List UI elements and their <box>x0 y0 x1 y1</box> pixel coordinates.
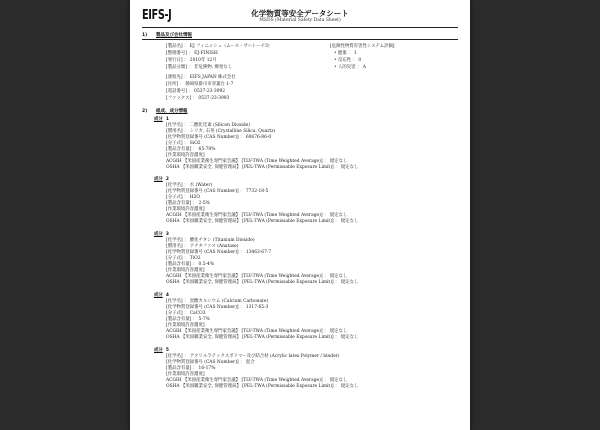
component-line: [慣用名] ： アナタファス (Anatase) <box>166 244 239 249</box>
component-line: [分子式] ： TiO2 <box>166 256 201 261</box>
component-2-heading: 成分 2 <box>154 177 169 182</box>
risk-reactivity: • 反応性 ： 0 <box>334 58 362 63</box>
component-line: [作業環境許容濃度] <box>166 268 205 273</box>
component-line: [作業環境許容濃度] <box>166 372 205 377</box>
component-3-heading: 成分 3 <box>154 232 169 237</box>
component-line: [化学物質登録番号 (CAS Number)] ： 混合 <box>166 360 255 365</box>
risk-health: • 健康 ： 1 <box>334 51 357 56</box>
section-2-label: 組成、成分情報 <box>156 109 188 114</box>
component-line: ACGIH 【米国産業衛生専門家会議】 [TLV-TWA (Time Weighted Average)] ： 規定なし <box>166 213 348 218</box>
company-logo: EIFS-J <box>142 8 172 23</box>
product-class: [製品分類] ： 非危険物, 爆発なし <box>166 65 233 70</box>
component-line: [製品含有量] ： 5-7% <box>166 317 210 322</box>
component-line: [化学名] ： 水 (Water) <box>166 183 213 188</box>
component-line: [作業環境許容濃度] <box>166 207 205 212</box>
section-2-heading <box>142 108 188 114</box>
component-line: [化学名] ： 酸化チタン (Titanium Dioxide) <box>166 238 255 243</box>
product-code: [整理番号] ： EJ-FINISH <box>166 51 218 56</box>
component-line: ACGIH 【米国産業衛生専門家会議】 [TLV-TWA (Time Weighted Average)] ： 規定なし <box>166 378 348 383</box>
header-divider <box>142 27 458 28</box>
component-line: OSHA 【米国職業安全, 保健管理局】 [PEL-TWA (Permissable Exposure Limit)] ： 規定なし <box>166 219 359 224</box>
component-4-heading: 成分 4 <box>154 293 169 298</box>
company-contact: [連絡先] ： EIFS JAPAN 株式会社 <box>166 75 236 80</box>
component-line: [分子式] ： H2O <box>166 195 201 200</box>
issue-date: [発行日] ： 2010年 12月 <box>166 58 217 63</box>
msds-page <box>130 0 470 430</box>
component-line: [分子式] ： CaCO3 <box>166 311 206 316</box>
component-line: ACGIH 【米国産業衛生専門家会議】 [TLV-TWA (Time Weighted Average)] ： 規定なし <box>166 274 348 279</box>
product-name: [製品名] ： EJ フィニッシュ（ムース・サハトーナ3） <box>166 44 273 49</box>
component-line: [作業環境許容濃度] <box>166 323 205 328</box>
component-line: ACGIH 【米国産業衛生専門家会議】 [TLV-TWA (Time Weighted Average)] ： 規定なし <box>166 159 348 164</box>
risk-title: [危険性物質有害性システム評価] <box>330 44 395 49</box>
component-line: [化学名] ： 炭酸カルシウム (Calcium Carbonate) <box>166 299 269 304</box>
component-1-heading: 成分 1 <box>154 117 169 122</box>
document-title: 化学物質等安全データシート <box>251 9 349 18</box>
component-line: [製品含有量] ： 2-5% <box>166 201 210 206</box>
component-line: [製品含有量] ： 16-17% <box>166 366 216 371</box>
component-line: OSHA 【米国職業安全, 保健管理局】 [PEL-TWA (Permissable Exposure Limit)] ： 規定なし <box>166 165 359 170</box>
component-line: OSHA 【米国職業安全, 保健管理局】 [PEL-TWA (Permissable Exposure Limit)] ： 規定なし <box>166 384 359 389</box>
document-subtitle: MSDS (Material Safety Data Sheet) <box>259 18 341 23</box>
component-line: ACGIH 【米国産業衛生専門家会議】 [TLV-TWA (Time Weighted Average)] ： 規定なし <box>166 329 348 334</box>
component-line: [分子式] ： SiO2 <box>166 141 201 146</box>
component-line: OSHA 【米国職業安全, 保健管理局】 [PEL-TWA (Permissable Exposure Limit)] ： 規定なし <box>166 335 359 340</box>
company-fax: [ファックス] ： 0537-23-3993 <box>166 96 230 101</box>
component-line: [化学物質登録番号 (CAS Number)] ： 7732-18-5 <box>166 189 269 194</box>
component-line: [化学名] ： アクリルラテックスポリマー及び結合材 (Acrylic latex Polymer / binder) <box>166 354 340 359</box>
component-line: [化学物質登録番号 (CAS Number)] ： 13463-67-7 <box>166 250 272 255</box>
component-line: [化学物質登録番号 (CAS Number)] ： 1317-65-3 <box>166 305 269 310</box>
component-line: [作業環境許容濃度] <box>166 153 205 158</box>
section-1-heading <box>142 32 192 38</box>
section-1-number: 1) <box>142 33 148 38</box>
component-line: [化学物質登録番号 (CAS Number)] ： 60676-86-0 <box>166 135 272 140</box>
component-line: [製品含有量] ： 65-78% <box>166 147 216 152</box>
component-line: [慣用名] ： シリカ, 石英 (Crystalline Silica, Quartz) <box>166 129 276 134</box>
company-address: [住所] ： 静岡県掛川市青葉台 1-7 <box>166 82 234 87</box>
component-line: OSHA 【米国職業安全, 保健管理局】 [PEL-TWA (Permissable Exposure Limit)] ： 規定なし <box>166 280 359 285</box>
component-5-heading: 成分 5 <box>154 348 169 353</box>
section-1-label: 製品及び会社情報 <box>156 33 192 38</box>
component-line: [化学名] ： 二酸化珪素 (Silicon Dioxide) <box>166 123 250 128</box>
risk-personal: • 人的災害 ： A <box>334 65 366 70</box>
company-phone: [電話番号] ： 0537-23-3992 <box>166 89 226 94</box>
component-line: [製品含有量] ： 0.5-4% <box>166 262 214 267</box>
section-2-number: 2) <box>142 109 148 114</box>
section-1-divider <box>142 39 458 40</box>
